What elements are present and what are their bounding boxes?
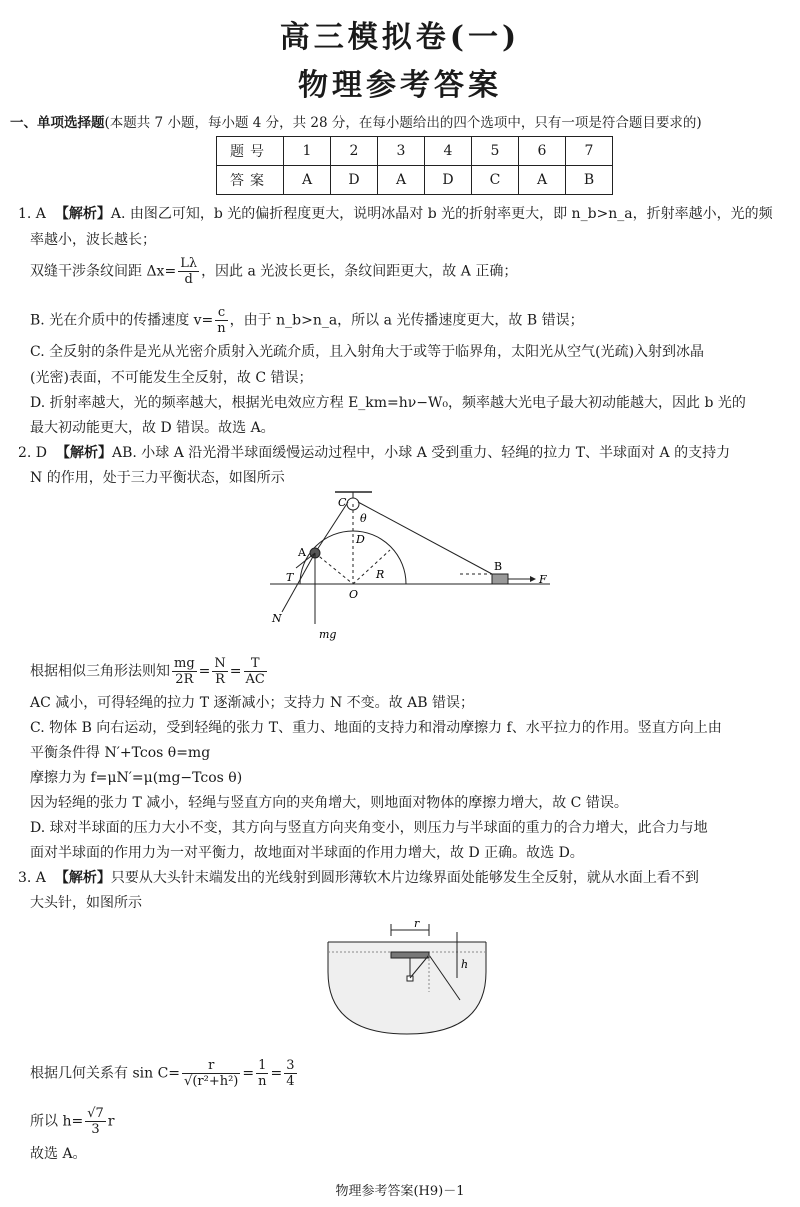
section-title: 一、单项选择题 (10, 115, 105, 131)
label-c: C (338, 496, 347, 509)
q2-text-1: AB. 小球 A 沿光滑半球面缓慢运动过程中，小球 A 受到重力、轻绳的拉力 T、半球面对 A 的支持力 (111, 445, 731, 461)
section-heading (10, 111, 702, 131)
rope-to-ball (315, 502, 348, 553)
numerator: mg (174, 656, 195, 671)
q1-text-4a: B. 光在介质中的传播速度 v= (30, 312, 214, 329)
q1-line-5: C. 全反射的条件是光从光密介质射入光疏介质，且入射角大于或等于临界角，太阳光从空气(光疏)入射到冰晶 (30, 344, 705, 360)
table-cell: 4 (425, 137, 472, 166)
q3-line-4 (30, 1106, 114, 1137)
equals-sign: = (198, 663, 211, 680)
q2-line-8: 因为轻绳的张力 T 减小，轻绳与竖直方向的夹角增大，则地面对物体的摩擦力增大，故 C 错误。 (30, 795, 628, 811)
numerator: √7 (87, 1106, 104, 1121)
block-b (492, 574, 508, 584)
table-cell: 7 (566, 137, 613, 166)
radius-line (353, 550, 390, 584)
q3-line-3 (30, 1058, 299, 1089)
q2-line-1 (18, 443, 730, 463)
q3-text-4b: r (107, 1113, 115, 1130)
label-theta: θ (360, 512, 367, 525)
table-cell: A (284, 166, 331, 195)
label-mg: mg (319, 628, 337, 641)
q3-head: 3. A (18, 870, 46, 886)
table-cell: C (472, 166, 519, 195)
label-r: R (376, 568, 385, 581)
fraction (85, 1106, 106, 1137)
table-row (217, 166, 613, 195)
q2-head: 2. D (18, 445, 48, 461)
fraction (212, 656, 227, 687)
numerator: T (244, 656, 267, 672)
q1-line-1 (18, 204, 773, 224)
q1-line-7: D. 折射率越大，光的频率越大，根据光电效应方程 E_km=hν−W₀，频率越大光电子最大初动能越大，因此 b 光的 (30, 395, 746, 411)
arrowhead (530, 576, 536, 582)
table-cell: D (425, 166, 472, 195)
denominator: d (184, 272, 193, 287)
label-h: h (461, 958, 469, 971)
denominator: R (215, 672, 225, 687)
q3-line-1 (18, 868, 699, 888)
q1-text-1: A. 由图乙可知，b 光的偏折程度更大，说明冰晶对 b 光的折射率更大，即 n_b>n_a，折射率越小，光的频 (110, 206, 773, 222)
fraction (256, 1058, 268, 1089)
label-r: r (414, 917, 420, 930)
q2-line-4: AC 减小，可得轻绳的拉力 T 逐渐减小；支持力 N 不变。故 AB 错误； (30, 695, 474, 711)
q3-text-4a: 所以 h= (30, 1113, 84, 1130)
equals-sign: = (242, 1065, 255, 1082)
pin-head (407, 976, 413, 981)
q3-tag: 【解析】 (54, 870, 111, 886)
numerator: r (182, 1058, 240, 1074)
table-cell: A (378, 166, 425, 195)
q3-text-1: 只要从大头针末端发出的光线射到圆形薄软木片边缘界面处能够发生全反射，就从水面上看不到 (110, 870, 699, 886)
table-header-cell: 题号 (217, 137, 284, 166)
denominator: 2R (175, 672, 194, 687)
denominator: √(r²+h²) (184, 1074, 239, 1089)
table-cell: D (331, 166, 378, 195)
q1-text-3a: 双缝干涉条纹间距 Δx= (30, 263, 177, 280)
numerator: 1 (256, 1058, 268, 1074)
pulley-hemisphere-diagram (260, 488, 560, 648)
equals-sign: = (270, 1065, 283, 1082)
q1-line-3 (30, 256, 517, 287)
numerator: 3 (286, 1058, 295, 1073)
denominator: n (217, 321, 226, 336)
label-o: O (349, 588, 359, 601)
numerator: Lλ (180, 256, 198, 271)
fraction (182, 1058, 240, 1089)
q1-line-4 (30, 305, 584, 336)
q3-text-3a: 根据几何关系有 sin C= (30, 1065, 181, 1082)
q2-tag: 【解析】 (55, 445, 112, 461)
q2-line-10: 面对半球面的作用力为一对平衡力，故地面对半球面的作用力增大，故 D 正确。故选 D。 (30, 845, 584, 861)
numerator: N (214, 656, 226, 671)
q2-line-6: 平衡条件得 N′+Tcos θ=mg (30, 745, 211, 761)
radius-to-ball (315, 553, 353, 584)
q2-line-7: 摩擦力为 f=μN′=μ(mg−Tcos θ) (30, 770, 243, 786)
section-note: (本题共 7 小题，每小题 4 分，共 28 分，在每小题给出的四个选项中，只有一项是符合题目要求的) (104, 115, 702, 131)
fraction (244, 656, 267, 687)
q2-line-2: N 的作用，处于三力平衡状态，如图所示 (30, 470, 285, 486)
table-cell: 3 (378, 137, 425, 166)
q1-text-4b: ，由于 n_b>n_a，所以 a 光传播速度更大，故 B 错误； (229, 312, 584, 329)
table-cell: 1 (284, 137, 331, 166)
denominator: AC (245, 672, 265, 687)
cork-disc (391, 952, 429, 958)
label-b: B (494, 560, 503, 573)
fraction (284, 1058, 296, 1089)
table-cell: B (566, 166, 613, 195)
denominator: n (258, 1074, 267, 1089)
q3-line-2: 大头针，如图所示 (30, 895, 142, 911)
page-title: 高三模拟卷(一) (279, 20, 521, 55)
denominator: 4 (286, 1074, 295, 1089)
table-cell: 2 (331, 137, 378, 166)
label-t: T (286, 571, 294, 584)
fraction (215, 305, 227, 336)
table-cell: 5 (472, 137, 519, 166)
q1-tag: 【解析】 (54, 206, 111, 222)
q2-line-3 (30, 656, 269, 687)
label-n: N (272, 612, 282, 625)
fraction (172, 656, 197, 687)
denominator: 3 (91, 1122, 100, 1137)
numerator: c (215, 305, 227, 321)
label-d: D (356, 533, 365, 546)
q3-line-5: 故选 A。 (30, 1146, 87, 1162)
equals-sign: = (229, 663, 242, 680)
q1-head: 1. A (18, 206, 46, 222)
table-row (217, 137, 613, 166)
answer-table (216, 136, 613, 195)
q2-line-9: D. 球对半球面的压力大小不变，其方向与竖直方向夹角变小，则压力与半球面的重力的合力增大，此合力与地 (30, 820, 708, 836)
fraction (178, 256, 199, 287)
rope-to-block (358, 502, 492, 574)
q1-text-3b: ，因此 a 光波长更长，条纹间距更大，故 A 正确； (201, 263, 518, 280)
q1-line-2: 率越小，波长越长； (30, 232, 156, 248)
q2-line-5: C. 物体 B 向右运动，受到轻绳的张力 T、重力、地面的支持力和滑动摩擦力 f、水平拉力的作用。竖直方向上由 (30, 720, 722, 736)
label-a: A (298, 546, 306, 559)
table-cell: A (519, 166, 566, 195)
q1-line-8: 最大初动能更大，故 D 错误。故选 A。 (30, 420, 275, 436)
q1-line-6: (光密)表面，不可能发生全反射，故 C 错误； (30, 370, 313, 386)
page-subtitle: 物理参考答案 (298, 68, 502, 103)
table-cell: 6 (519, 137, 566, 166)
water-bowl-diagram (325, 912, 490, 1042)
table-header-cell: 答案 (217, 166, 284, 195)
label-f: F (539, 573, 547, 586)
q2-text-3a: 根据相似三角形法则知 (30, 663, 170, 680)
page-footer: 物理参考答案(H9)－1 (335, 1184, 465, 1199)
